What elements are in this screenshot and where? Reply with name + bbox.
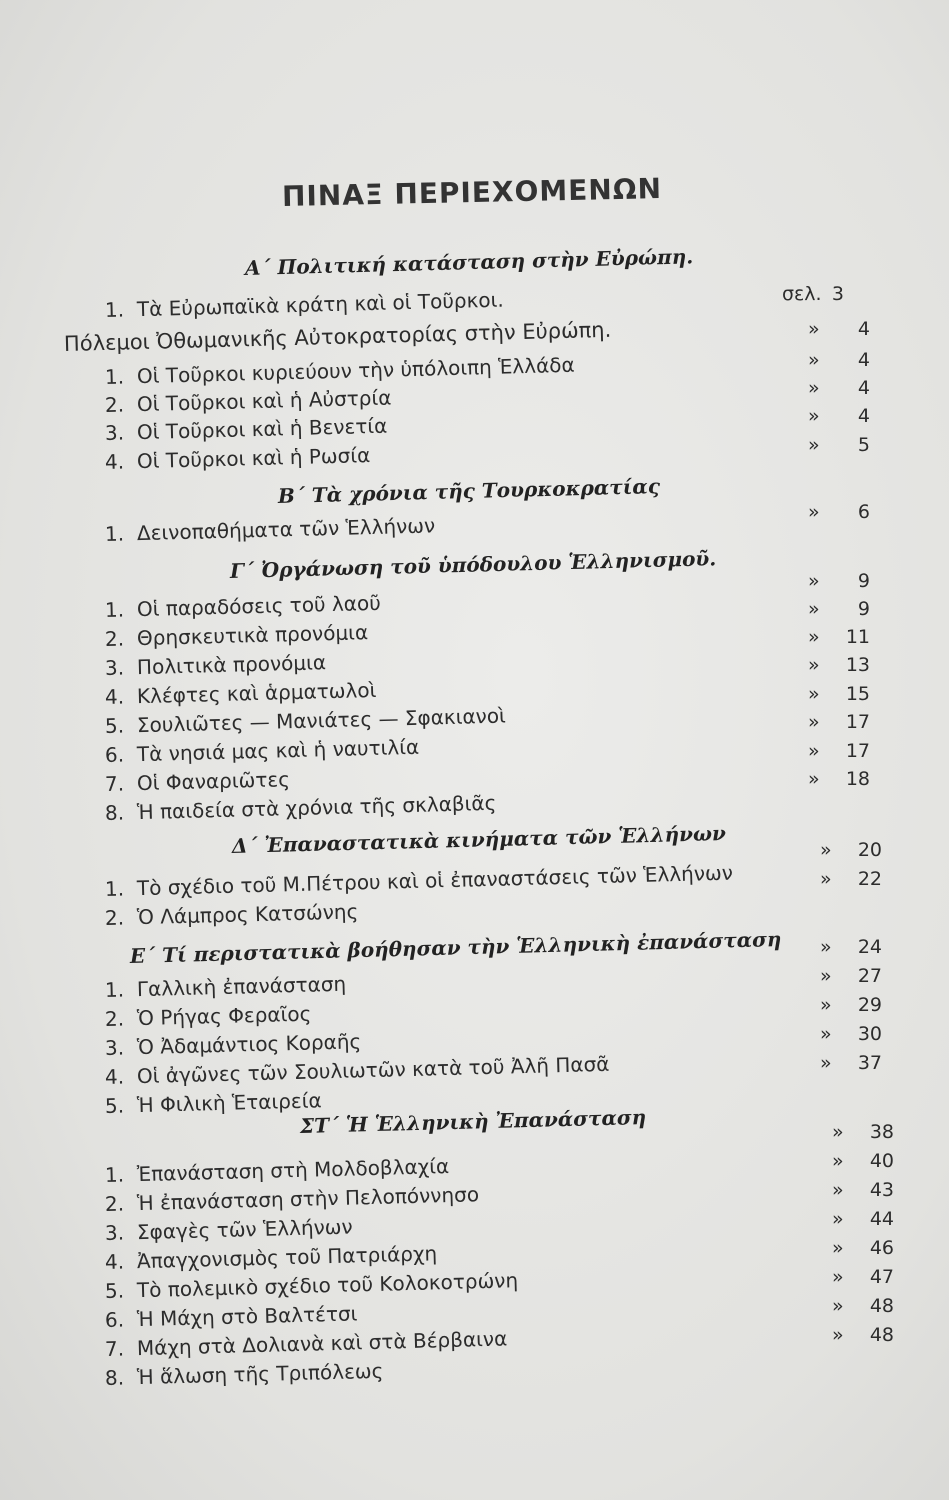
page-ref [808, 711, 870, 733]
ditto-mark: » [832, 1208, 844, 1230]
entry-number: 1. [104, 876, 125, 901]
entry-number: 1. [104, 521, 125, 546]
page-ref [820, 1023, 882, 1045]
ditto-mark: » [820, 965, 832, 987]
page-number: 46 [869, 1237, 894, 1259]
toc-entry [105, 414, 388, 445]
toc-entry [105, 353, 575, 389]
entry-number: 6. [104, 742, 125, 767]
entry-number: 2. [104, 626, 125, 651]
entry-number: 3. [104, 655, 125, 680]
page-label: σελ. [782, 283, 822, 305]
toc-entry [105, 1002, 312, 1031]
entry-title: Ἡ παιδεία στὰ χρόνια τῆς σκλαβιᾶς [136, 790, 497, 825]
page-ref [820, 868, 882, 890]
entry-number: 7. [104, 771, 125, 796]
page-ref [820, 1052, 882, 1074]
entry-number: 8. [104, 800, 125, 825]
page-number: 3 [831, 283, 844, 305]
entry-title: Τὰ Εὐρωπαϊκὰ κράτη καὶ οἱ Τοῦρκοι. [136, 287, 504, 322]
page-number: 24 [857, 936, 882, 958]
page-ref [808, 683, 870, 705]
toc-entry [105, 1326, 508, 1361]
page-ref [808, 598, 870, 620]
toc-entry [105, 620, 369, 651]
ditto-mark: » [820, 839, 832, 861]
page-number: 30 [857, 1023, 882, 1045]
entry-number: 4. [104, 449, 125, 474]
page-number: 40 [869, 1150, 894, 1172]
toc-entry [105, 1215, 353, 1245]
toc-entry [105, 735, 420, 767]
entry-title: Ἀπαγχονισμὸς τοῦ Πατριάρχη [136, 1241, 438, 1274]
entry-number: 3. [104, 1035, 125, 1060]
page-number: 44 [869, 1208, 894, 1230]
ditto-mark: » [808, 598, 820, 620]
ditto-mark: » [808, 711, 820, 733]
page-ref [808, 740, 870, 762]
page-number: 9 [857, 570, 870, 592]
toc-entry [105, 791, 497, 825]
entry-title: Ἡ ἐπανάσταση στὴν Πελοπόννησο [136, 1182, 480, 1216]
page-ref [808, 434, 870, 456]
entry-number: 8. [104, 1365, 125, 1390]
entry-number: 5. [104, 1093, 125, 1118]
entry-title: Οἱ παραδόσεις τοῦ λαοῦ [136, 590, 382, 622]
page-ref [832, 1237, 894, 1259]
ditto-mark: » [832, 1179, 844, 1201]
ditto-mark: » [808, 318, 820, 340]
page-number: 18 [845, 768, 870, 790]
toc-entry [105, 678, 377, 709]
entry-number: 1. [104, 597, 125, 622]
entry-title: Ἡ Μάχη στὸ Βαλτέτσι [136, 1301, 358, 1332]
toc-entry [105, 704, 506, 738]
toc-entry [105, 1154, 450, 1187]
page-ref [832, 1324, 894, 1346]
ditto-mark: » [808, 768, 820, 790]
entry-title: Κλέφτες καὶ ἁρματωλοὶ [136, 677, 377, 709]
toc-entry [105, 513, 436, 546]
page-number: 13 [845, 654, 870, 676]
section-heading-b: Β΄ Τὰ χρόνια τῆς Τουρκοκρατίας [277, 474, 661, 508]
ditto-mark: » [808, 377, 820, 399]
entry-number: 5. [104, 1278, 125, 1303]
page-number: 43 [869, 1179, 894, 1201]
ditto-mark: » [832, 1324, 844, 1346]
page-ref [808, 405, 870, 427]
entry-title: Οἱ Τοῦρκοι καὶ ἡ Βενετία [136, 413, 388, 445]
toc-entry [105, 1268, 519, 1303]
page-number: 38 [869, 1121, 894, 1143]
page-ref [832, 1150, 894, 1172]
entry-title: Μάχη στὰ Δολιανὰ καὶ στὰ Βέρβαινα [136, 1326, 508, 1361]
page-number: 15 [845, 683, 870, 705]
page-number: 17 [845, 740, 870, 762]
toc-entry [105, 1359, 384, 1390]
ditto-mark: » [832, 1150, 844, 1172]
entry-title: Ἐπανάσταση στὴ Μολδοβλαχία [136, 1153, 450, 1187]
page-ref [832, 1121, 894, 1143]
page-number: 4 [857, 377, 870, 399]
page-ref [832, 1266, 894, 1288]
ditto-mark: » [808, 405, 820, 427]
page-number: 47 [869, 1266, 894, 1288]
page-ref [808, 768, 870, 790]
entry-number: 3. [104, 1220, 125, 1245]
entry-number: 4. [104, 1064, 125, 1089]
entry-number: 2. [104, 1006, 125, 1031]
toc-entry [105, 861, 734, 901]
ditto-mark: » [808, 740, 820, 762]
page-number: 11 [845, 626, 870, 648]
section-heading-c: Γ΄ Ὀργάνωση τοῦ ὑπόδουλου Ἑλληνισμοῦ. [229, 546, 717, 583]
page-number: 6 [857, 501, 870, 523]
entry-title: Τὰ νησιά μας καὶ ἡ ναυτιλία [136, 734, 420, 767]
ditto-mark: » [820, 1052, 832, 1074]
entry-title: Πολιτικὰ προνόμια [136, 650, 327, 680]
page-number: 4 [857, 318, 870, 340]
entry-title: Οἱ ἀγῶνες τῶν Σουλιωτῶν κατὰ τοῦ Ἀλῆ Πασᾶ [136, 1051, 610, 1089]
page-ref [808, 570, 870, 592]
page-ref [832, 1208, 894, 1230]
entry-title: Ἡ Φιλικὴ Ἑταιρεία [136, 1088, 322, 1118]
page-number: 22 [857, 868, 882, 890]
page-number: 17 [845, 711, 870, 733]
section-heading-d: Δ΄ Ἐπαναστατικὰ κινήματα τῶν Ἑλλήνων [231, 821, 727, 858]
page-ref [808, 318, 870, 340]
entry-title: Σφαγὲς τῶν Ἑλλήνων [136, 1214, 353, 1245]
page-number: 29 [857, 994, 882, 1016]
ditto-mark: » [820, 1023, 832, 1045]
ditto-mark: » [808, 349, 820, 371]
page-ref [808, 654, 870, 676]
page-number: 5 [857, 434, 870, 456]
ditto-mark: » [820, 868, 832, 890]
entry-title: Οἱ Τοῦρκοι κυριεύουν τὴν ὑπόλοιπη Ἑλλάδα [136, 352, 575, 389]
entry-title: Οἱ Τοῦρκοι καὶ ἡ Αὐστρία [136, 385, 392, 417]
ditto-mark: » [808, 434, 820, 456]
entry-number: 2. [104, 1191, 125, 1216]
ditto-mark: » [820, 994, 832, 1016]
ditto-mark: » [820, 936, 832, 958]
entry-title: Οἱ Τοῦρκοι καὶ ἡ Ρωσία [136, 443, 371, 474]
toc-entry [105, 650, 327, 680]
page-number: 4 [857, 405, 870, 427]
toc-entry [105, 1088, 322, 1118]
toc-entry [105, 1029, 362, 1060]
toc-entry [105, 386, 392, 417]
ditto-mark: » [832, 1266, 844, 1288]
page-ref [820, 936, 882, 958]
toc-entry [105, 1301, 358, 1332]
entry-number: 5. [104, 713, 125, 738]
entry-title: Ἡ ἅλωση τῆς Τριπόλεως [136, 1358, 384, 1390]
ditto-mark: » [832, 1295, 844, 1317]
page-ref [820, 965, 882, 987]
toc-entry [105, 899, 359, 930]
ditto-mark: » [808, 683, 820, 705]
entry-title: Σουλιῶτες — Μανιάτες — Σφακιανοὶ [136, 703, 507, 738]
toc-entry [105, 972, 347, 1002]
entry-title: Γαλλικὴ ἐπανάσταση [136, 971, 347, 1002]
section-heading-st: ΣΤ΄ Ἡ Ἑλληνικὴ Ἐπανάσταση [299, 1104, 647, 1138]
page-ref [820, 994, 882, 1016]
entry-title: Οἱ Φαναριῶτες [136, 767, 291, 796]
page-ref [808, 501, 870, 523]
ditto-mark: » [832, 1237, 844, 1259]
entry-number: 4. [104, 1249, 125, 1274]
page-ref [808, 349, 870, 371]
ditto-mark: » [808, 501, 820, 523]
page-ref [782, 283, 844, 305]
entry-number: 1. [104, 364, 125, 389]
section-heading-a: Α΄ Πολιτική κατάσταση στὴν Εὐρώπη. [244, 244, 694, 280]
page-number: 9 [857, 598, 870, 620]
entry-title: Ὁ Ρήγας Φεραῖος [136, 1001, 312, 1031]
ditto-mark: » [808, 570, 820, 592]
ditto-mark: » [808, 654, 820, 676]
entry-title: Τὸ σχέδιο τοῦ Μ.Πέτρου καὶ οἱ ἐπαναστάσεις τῶν Ἑλλήνων [136, 860, 734, 901]
entry-number: 3. [104, 420, 125, 445]
toc-entry [105, 767, 291, 796]
toc-entry [105, 288, 504, 322]
page-title: ΠΙΝΑΞ ΠΕΡΙΕΧΟΜΕΝΩΝ [281, 172, 663, 213]
entry-title: Δεινοπαθήματα τῶν Ἑλλήνων [136, 513, 436, 546]
page-ref [832, 1295, 894, 1317]
ditto-mark: » [832, 1121, 844, 1143]
toc-entry [105, 443, 371, 474]
page-number: 27 [857, 965, 882, 987]
entry-number: 1. [104, 297, 125, 322]
page-number: 48 [869, 1295, 894, 1317]
entry-title: Θρησκευτικὰ προνόμια [136, 620, 369, 651]
page-ref [808, 377, 870, 399]
section-subheading: Πόλεμοι Ὀθωμανικῆς Αὐτοκρατορίας στὴν Εὐρώπη. [63, 317, 612, 356]
entry-number: 6. [104, 1307, 125, 1332]
ditto-mark: » [808, 626, 820, 648]
entry-number: 2. [104, 392, 125, 417]
entry-title: Ὁ Ἀδαμάντιος Κοραῆς [136, 1029, 362, 1060]
entry-number: 7. [104, 1336, 125, 1361]
page-ref [808, 626, 870, 648]
page-number: 4 [857, 349, 870, 371]
entry-number: 4. [104, 684, 125, 709]
toc-entry [105, 1182, 480, 1216]
toc-entry [105, 591, 381, 622]
entry-number: 1. [104, 1162, 125, 1187]
section-heading-e: Ε΄ Τί περιστατικὰ βοήθησαν τὴν Ἑλληνικὴ ἐπανάσταση [129, 926, 782, 968]
page-ref [820, 839, 882, 861]
entry-number: 1. [104, 977, 125, 1002]
entry-number: 2. [104, 905, 125, 930]
page-number: 48 [869, 1324, 894, 1346]
entry-title: Ὁ Λάμπρος Κατσώνης [136, 899, 359, 930]
entry-title: Τὸ πολεμικὸ σχέδιο τοῦ Κολοκοτρώνη [136, 1268, 519, 1303]
toc-entry [105, 1241, 438, 1274]
page-number: 20 [857, 839, 882, 861]
page-ref [832, 1179, 894, 1201]
page-number: 37 [857, 1052, 882, 1074]
